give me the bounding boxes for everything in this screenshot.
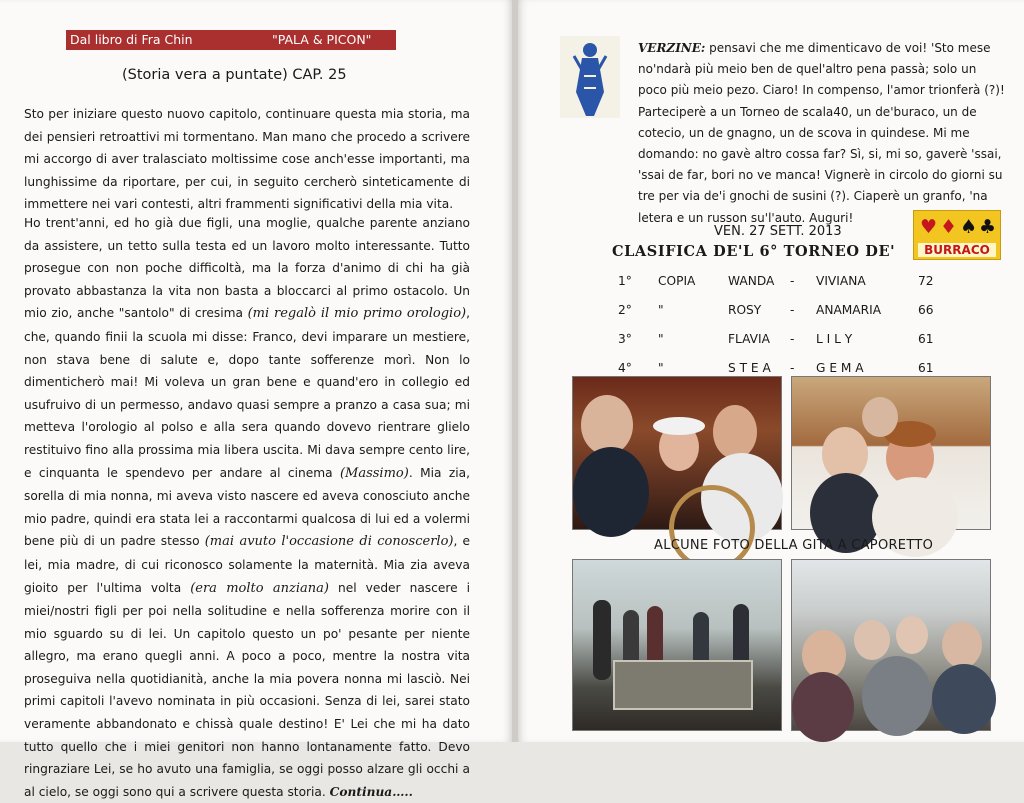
header-bar <box>66 30 396 50</box>
trip-photo-two-women <box>791 376 991 530</box>
rank-score: 72 <box>918 274 934 288</box>
left-page <box>0 0 512 799</box>
chapter-title: (Storia vera a puntate) CAP. 25 <box>122 67 347 83</box>
story-text: , e lei, mia madre, di cui riconosco solamente la maternità. Mia zia aveva gioito per l'ultima volta <box>24 534 471 595</box>
continua-label: Continua….. <box>329 784 413 799</box>
story-aside: (era molto anziana) <box>190 580 329 596</box>
header-series-title: "PALA & PICON" <box>272 32 372 47</box>
rank-player-2: ANAMARIA <box>816 303 882 317</box>
rank-separator: - <box>790 361 795 375</box>
club-suit-icon: ♣ <box>979 216 997 238</box>
story-aside: (Massimo) <box>339 465 409 481</box>
spade-suit-icon: ♠ <box>960 216 978 238</box>
event-date: VEN. 27 SETT. 2013 <box>714 224 842 239</box>
rank-team: COPIA <box>658 274 696 288</box>
rank-separator: - <box>790 274 795 288</box>
story-text: Ho trent'anni, ed ho già due figli, una moglie, qualche parente anziano da assistere, un tetto sulla testa ed un lavoro molto interessante. Tutto prosegue con non poche difficoltà, ma la forza d'animo di chi ha già provato abbastanza la vita non basta a bloccarci al primo ostacolo. Un mio zio, anche "santolo" di cresima <box>24 216 470 321</box>
rank-score: 66 <box>918 303 934 317</box>
header-book-title: Dal libro di Fra Chin <box>70 32 193 47</box>
paragraph-story <box>24 212 470 803</box>
ranking-title: CLASIFICA DE'L 6° TORNEO DE' <box>612 243 896 260</box>
trip-photo-bus <box>791 559 991 731</box>
rank-player-1: WANDA <box>728 274 775 288</box>
ranking-row <box>618 332 948 352</box>
trip-photo-museum <box>572 559 782 731</box>
rank-score: 61 <box>918 332 934 346</box>
rank-team: " <box>658 332 664 346</box>
burraco-logo <box>913 210 1001 260</box>
rank-player-1: S T E A <box>728 361 771 375</box>
rank-position: 3° <box>618 332 632 346</box>
trip-photo-group-ship <box>572 376 782 530</box>
rank-player-1: ROSY <box>728 303 762 317</box>
rank-score: 61 <box>918 361 934 375</box>
rank-player-2: VIVIANA <box>816 274 866 288</box>
rank-position: 4° <box>618 361 632 375</box>
photo-caption: ALCUNE FOTO DELLA GITA A CAPORETTO <box>654 538 934 553</box>
ranking-row <box>618 303 948 323</box>
story-aside: (mi regalò il mio primo orologio) <box>247 306 467 322</box>
horoscope-text <box>638 38 1008 229</box>
story-aside: (mai avuto l'occasione di conoscerlo) <box>204 534 454 550</box>
virgo-zodiac-icon <box>560 36 620 118</box>
rank-player-2: G E M A <box>816 361 864 375</box>
paragraph-intro: Sto per iniziare questo nuovo capitolo, continuare questa mia storia, ma dei pensieri retroattivi mi tormentano. Man mano che procedo a scrivere mi accorgo di aver tralasciato moltissime cose anch'esse importanti, ma lunghissime da riportare, per cui, in seguito cercherò sinteticamente di immettere nei vari contesti, altri frammenti significativi della mia vita. <box>24 107 470 212</box>
burraco-logo-text: BURRACO <box>918 243 996 257</box>
diamond-suit-icon: ♦ <box>940 216 958 238</box>
rank-player-2: L I L Y <box>816 332 853 346</box>
story-text: nel veder nascere i miei/nostri figli per poi nella solitudine e nella sofferenza morire con il mio sguardo su di lei. Un capitolo questo un po' pesante per niente allegro, ma erano quegli anni. A poco a poco, mentre la nostra vita proseguiva nella quotidianità, anche la mia povera nonna mi lasciò. Nei primi capitoli l'avevo nominata in più occasioni. Senza di lei, sarei stato veramente abbandonato e chissà quale destino! E' Lei che mi ha dato tutto quello che i miei genitori non hanno lontanamente fatto. Devo ringraziare Lei, se ho avuto una famiglia, se oggi posso alzare gli occhi a al cielo, se oggi sono qui a scrivere questa storia. <box>24 580 470 799</box>
rank-separator: - <box>790 303 795 317</box>
right-page <box>518 0 1024 742</box>
rank-position: 1° <box>618 274 632 288</box>
horoscope-sign: VERZINE: <box>638 41 706 55</box>
rank-player-1: FLAVIA <box>728 332 770 346</box>
story-text: . Mia zia, sorella di mia nonna, mi aveva visto nascere ed aveva conosciuto anche mio padre, quindi era stata lei a raccontarmi qualcosa di lui ed a volermi bene più di un padre stesso <box>24 465 470 549</box>
horoscope-body: pensavi che me dimenticavo de voi! 'Sto mese no'ndarà più meio ben de quel'altro pena passà; solo un poco più meio pezo. Ciaro! In compenso, l'amor trionferà (?)! Parteciperè a un Torneo de scala40, un de'buraco, un de cotecio, un de gnagno, un de scova in quindese. Mi me domando: no gavè altro cossa far? Sì, si, mi so, gaverè 'ssai, 'ssai de far, bori no ve manca! Vignerè in circolo do giorni su tre per via de'i gnochi de susini (?). Ciaperè un granfo, 'na letera e un russon su'l'auto. Auguri! <box>638 41 1005 225</box>
rank-team: " <box>658 361 664 375</box>
ranking-row <box>618 274 948 294</box>
heart-suit-icon: ♥ <box>920 216 938 238</box>
rank-separator: - <box>790 332 795 346</box>
rank-team: " <box>658 303 664 317</box>
rank-position: 2° <box>618 303 632 317</box>
story-text: , che, quando finii la scuola mi disse: Franco, devi imparare un mestiere, non stava bene di salute e, dopo tante sofferenze morì. Non lo dimenticherò mai! Mi voleva un gran bene e quand'ero in collegio ed usufruivo di un permesso, andavo quasi sempre a pranzo a casa sua; mi metteva l'orologio al polso e alla sera quando dovevo rientrare glielo restituivo fino alla prossima mia libera uscita. Mi dava sempre cento lire, e cinquanta le spendevo per andare al cinema <box>24 306 470 480</box>
